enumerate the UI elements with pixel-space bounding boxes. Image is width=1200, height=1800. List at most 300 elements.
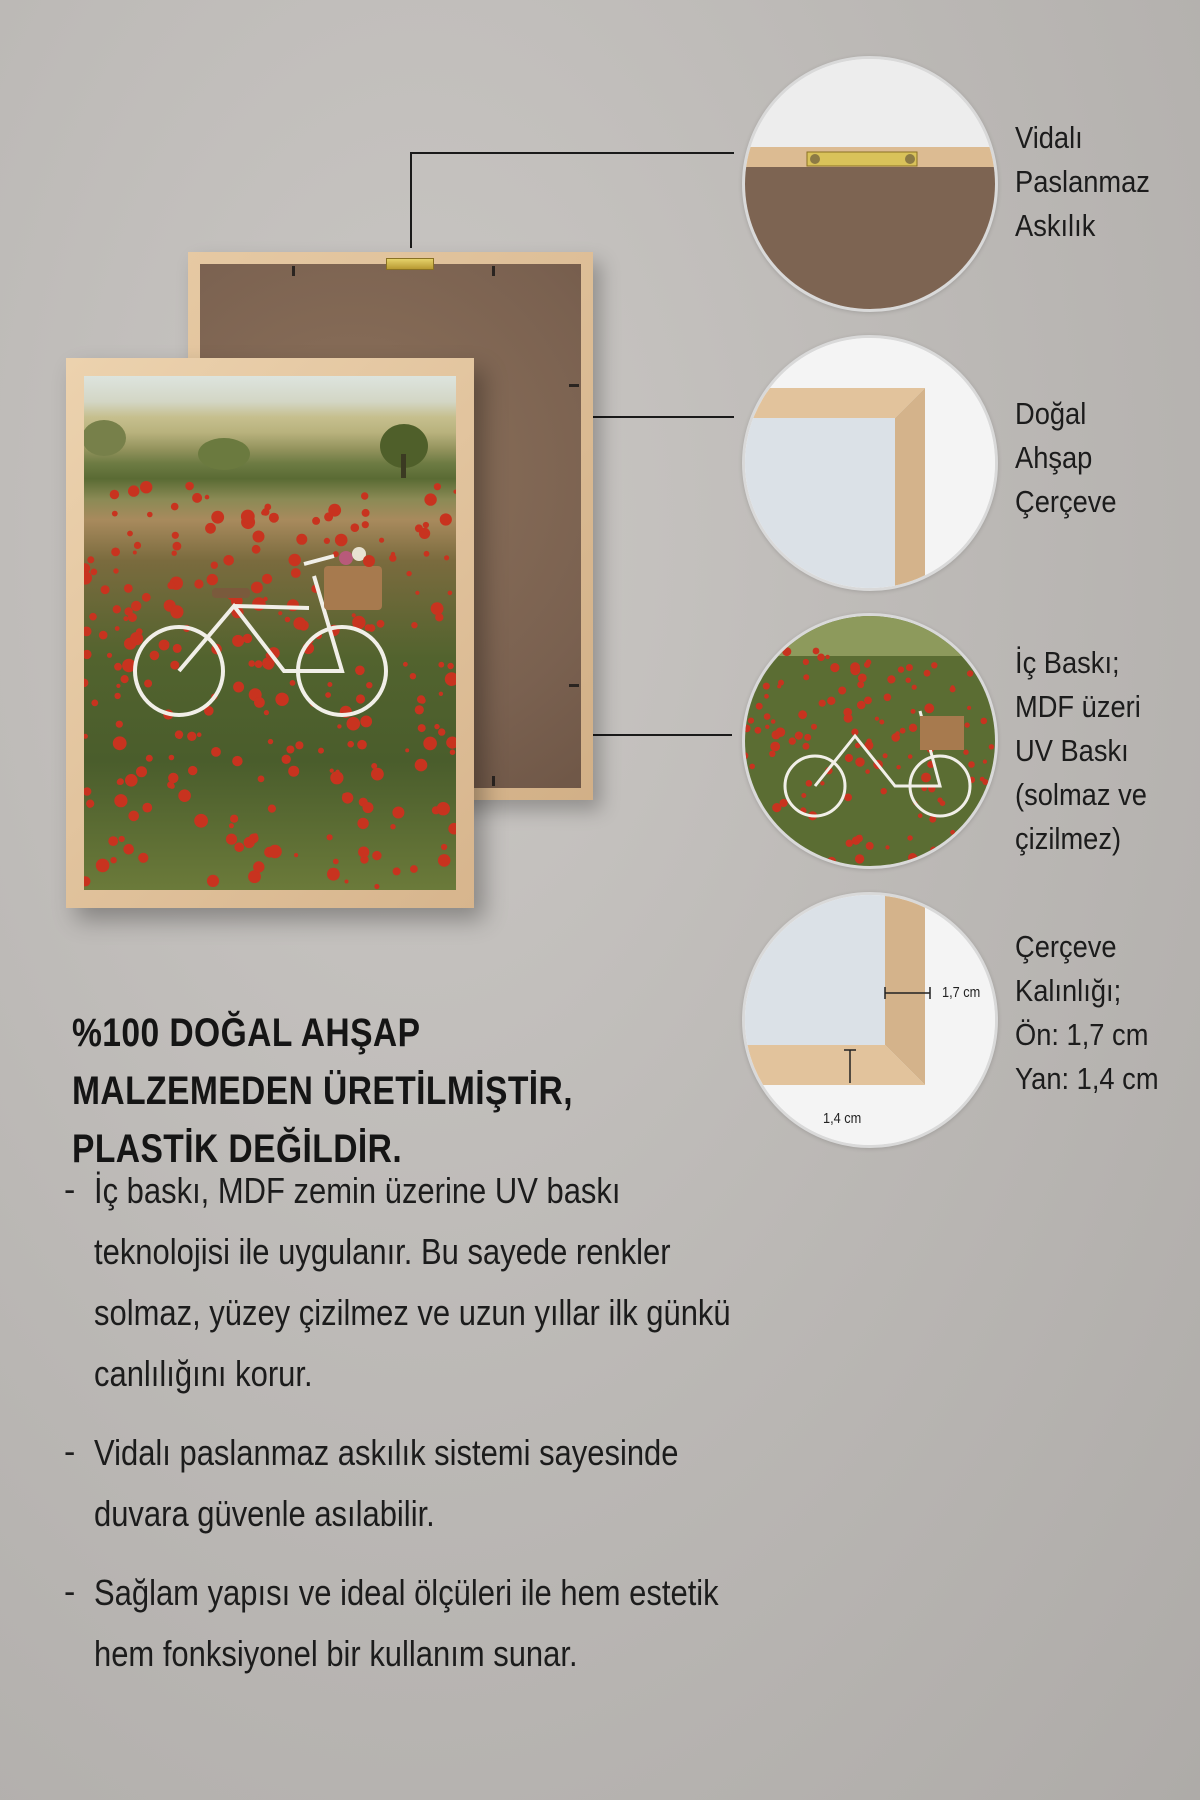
poppy-flower — [983, 760, 987, 764]
poppy-flower — [252, 545, 261, 554]
poppy-flower — [263, 597, 267, 601]
frame-corner-closeup-circle — [742, 335, 998, 591]
poppy-flower — [144, 680, 152, 688]
poppy-flower — [255, 660, 263, 668]
poppy-flower — [440, 513, 452, 525]
poppy-flower — [101, 585, 110, 594]
list-item — [64, 1562, 784, 1684]
poppy-flower — [827, 697, 835, 705]
poppy-flower — [84, 627, 92, 637]
poppy-flower — [424, 493, 436, 505]
poppy-flower — [771, 840, 779, 848]
poppy-flower — [431, 602, 444, 615]
poppy-flower — [84, 734, 88, 739]
poppy-flower — [136, 766, 147, 777]
poppy-flower — [114, 693, 120, 699]
poppy-flower — [234, 842, 244, 852]
poppy-flower — [173, 542, 182, 551]
poppy-flower — [857, 681, 864, 688]
frame-corner-closeup-icon — [745, 338, 995, 588]
poppy-flower — [393, 867, 401, 875]
list-item — [64, 1422, 784, 1544]
poppy-flower — [799, 733, 803, 737]
poppy-flower — [924, 703, 934, 713]
poppy-flower — [855, 757, 864, 766]
poppy-flower — [434, 724, 439, 729]
poppy-flower — [248, 660, 255, 667]
poppy-flower — [909, 724, 917, 732]
poppy-flower — [374, 884, 379, 889]
poppy-flower — [749, 764, 755, 770]
poppy-flower — [293, 617, 306, 630]
poppy-flower — [253, 531, 265, 543]
poppy-flower — [124, 584, 133, 593]
poppy-flower — [96, 859, 110, 873]
poppy-flower — [192, 493, 202, 503]
poppy-flower — [964, 722, 969, 727]
poppy-flower — [801, 793, 806, 798]
poppy-flower — [825, 655, 829, 659]
callout-label-hanger: Vidalı Paslanmaz Askılık — [1015, 120, 1150, 243]
poppy-flower — [423, 737, 437, 751]
poppy-flower — [114, 794, 127, 807]
poppy-flower — [448, 591, 453, 596]
poppy-flower — [438, 662, 444, 668]
poppy-flower — [753, 848, 763, 858]
poppy-flower — [115, 626, 120, 631]
poppy-flower — [325, 692, 331, 698]
poppy-flower — [403, 662, 408, 667]
poppy-flower — [123, 616, 128, 621]
poppy-flower — [981, 718, 988, 725]
poppy-flower — [883, 753, 888, 758]
poppy-flower — [356, 694, 365, 703]
poppy-flower — [170, 661, 179, 670]
poppy-flower — [906, 664, 913, 671]
poppy-flower — [363, 802, 374, 813]
front-frame — [66, 358, 474, 908]
poppy-flower — [921, 773, 931, 783]
poppy-flower — [761, 836, 769, 844]
poppy-flower — [345, 880, 349, 884]
poppy-flower — [362, 521, 369, 528]
poppy-flower — [908, 754, 913, 759]
poppy-flower — [453, 490, 456, 494]
poppy-flower — [855, 854, 864, 863]
frame-pin — [569, 684, 579, 687]
poppy-flower — [755, 727, 762, 734]
poppy-flower — [950, 686, 956, 692]
poppy-flower — [342, 792, 353, 803]
poppy-flower — [763, 663, 768, 668]
poppy-flower — [900, 728, 906, 734]
poppy-flower — [864, 697, 872, 705]
poppy-flower — [907, 835, 912, 840]
poppy-flower — [745, 782, 748, 787]
poppy-flower — [804, 734, 811, 741]
poppy-flower — [434, 483, 441, 490]
poppy-flower — [884, 694, 892, 702]
poppy-flower — [930, 847, 937, 854]
poppy-flower — [87, 556, 94, 563]
feature-list — [64, 1160, 784, 1702]
poppy-flower — [371, 768, 384, 781]
sawtooth-hanger-icon — [386, 258, 434, 270]
poppy-flower — [357, 818, 368, 829]
poppy-flower — [782, 647, 791, 656]
poppy-flower — [268, 739, 273, 744]
poppy-flower — [84, 787, 91, 796]
poppy-flower — [444, 555, 449, 560]
poppy-flower — [121, 675, 129, 683]
poppy-flower — [410, 673, 416, 679]
poppy-flower — [441, 844, 447, 850]
poppy-flower — [813, 648, 820, 655]
poppy-flower — [327, 682, 332, 687]
poppy-flower — [187, 732, 196, 741]
poppy-flower — [778, 680, 784, 686]
poppy-flower — [111, 548, 120, 557]
poppy-flower — [318, 748, 324, 754]
poppy-flower — [803, 743, 810, 750]
poppy-flower — [438, 854, 451, 867]
poppy-flower — [895, 731, 900, 736]
poppy-flower — [114, 663, 122, 671]
poppy-flower — [419, 528, 430, 539]
poppy-flower — [406, 571, 411, 576]
poppy-flower — [172, 532, 179, 539]
poppy-flower — [898, 666, 904, 672]
poppy-flower — [771, 719, 776, 724]
poppy-flower — [912, 685, 917, 690]
poppy-field-print — [84, 376, 456, 890]
list-item-text: Vidalı paslanmaz askılık sistemi sayesinde duvara güvenle asılabilir. — [94, 1432, 679, 1534]
poppy-flower — [125, 774, 138, 787]
poppy-flower — [99, 631, 108, 640]
poppy-flower — [989, 744, 994, 749]
poppy-flower — [347, 741, 354, 748]
poppy-flower — [447, 663, 453, 669]
poppy-flower — [127, 531, 133, 537]
poppy-flower — [347, 717, 361, 731]
poppy-flower — [131, 601, 141, 611]
poppy-flower — [377, 620, 385, 628]
poppy-flower — [107, 653, 112, 658]
bullet-marker: - — [64, 1171, 76, 1209]
poppy-flower — [803, 674, 809, 680]
poppy-flower — [803, 659, 809, 665]
poppy-flower — [372, 851, 381, 860]
poppy-flower — [140, 481, 152, 493]
front-thickness-label: 1,7 cm — [942, 984, 981, 1001]
poppy-flower — [908, 853, 917, 862]
poppy-flower — [142, 803, 152, 813]
poppy-flower — [437, 802, 450, 815]
list-item-text: İç baskı, MDF zemin üzerine UV baskı teknolojisi ile uygulanır. Bu sayede renkler solmaz, yüzey çizilmez ve uzun yıllar ilk günkü canlılığını korur. — [94, 1170, 731, 1394]
poppy-flower — [438, 728, 445, 735]
poppy-flower — [333, 859, 339, 865]
poppy-flower — [357, 740, 367, 750]
poppy-flower — [128, 485, 139, 496]
poppy-flower — [229, 823, 234, 828]
poppy-flower — [113, 605, 121, 613]
poppy-flower — [389, 554, 396, 561]
side-thickness-label: 1,4 cm — [823, 1110, 862, 1127]
poppy-flower — [978, 820, 984, 826]
headline: %100 DOĞAL AHŞAP MALZEMEDEN ÜRETİLMİŞTİR, PLASTİK DEĞİLDİR. — [72, 1011, 573, 1171]
poppy-flower — [351, 523, 360, 532]
poppy-flower — [875, 717, 879, 721]
poppy-flower — [864, 662, 870, 668]
poppy-flower — [989, 829, 995, 838]
poppy-flower — [194, 579, 203, 588]
poppy-flower — [448, 823, 456, 835]
frame-pin — [569, 384, 579, 387]
poppy-flower — [850, 662, 860, 672]
poppy-flower — [124, 607, 132, 615]
poppy-flower — [887, 675, 895, 683]
poppy-flower — [879, 720, 884, 725]
poppy-flower — [838, 687, 846, 695]
poppy-flower — [811, 724, 817, 730]
poppy-flower — [117, 778, 124, 785]
frame-pin — [492, 266, 495, 276]
poppy-flower — [330, 769, 334, 773]
poppy-flower — [226, 834, 237, 845]
poppy-flower — [327, 834, 333, 840]
poppy-flower — [185, 482, 194, 491]
poppy-flower — [291, 568, 301, 578]
poppy-flower — [194, 814, 208, 828]
poppy-flower — [138, 853, 148, 863]
poppy-flower — [410, 865, 418, 873]
poppy-flower — [858, 674, 867, 683]
frame-pin — [492, 776, 495, 786]
poppy-flower — [269, 513, 279, 523]
poppy-flower — [337, 724, 341, 728]
poppy-flower — [324, 538, 330, 544]
poppy-flower — [244, 837, 255, 848]
poppy-flower — [290, 680, 296, 686]
callout-label-print: İç Baskı; MDF üzeri UV Baskı (solmaz ve çizilmez) — [1015, 645, 1147, 856]
connector-line-hanger-vertical — [410, 152, 412, 248]
poppy-flower — [745, 810, 751, 817]
poppy-flower — [112, 511, 118, 517]
poppy-flower — [133, 551, 137, 555]
poppy-flower — [931, 662, 937, 668]
poppy-flower — [358, 847, 369, 858]
list-item-text: Sağlam yapısı ve ideal ölçüleri ile hem estetik hem fonksiyonel bir kullanım sunar. — [94, 1572, 719, 1674]
poppy-flower — [282, 755, 291, 764]
poppy-flower — [296, 534, 307, 545]
callout-label-frame: Doğal Ahşap Çerçeve — [1015, 396, 1117, 519]
poppy-flower — [967, 670, 973, 676]
poppy-flower — [223, 555, 234, 566]
poppy-flower — [108, 836, 118, 846]
poppy-flower — [90, 569, 97, 576]
poppy-flower — [178, 789, 191, 802]
connector-line-hanger — [410, 152, 734, 154]
print-closeup-circle — [742, 613, 998, 869]
poppy-flower — [285, 617, 291, 623]
poppy-flower — [781, 845, 789, 853]
poppy-flower — [258, 776, 265, 783]
poppy-flower — [769, 751, 775, 757]
poppy-flower — [294, 853, 298, 857]
poppy-flower — [211, 562, 218, 569]
poppy-flower — [392, 807, 404, 819]
poppy-flower — [205, 495, 210, 500]
poppy-flower — [911, 709, 916, 714]
poppy-flower — [846, 840, 853, 847]
frame-pin — [292, 266, 295, 276]
poppy-flower — [241, 510, 255, 524]
poppy-flower — [207, 574, 218, 585]
poppy-flower — [450, 749, 456, 755]
poppy-flower — [146, 755, 153, 762]
poppy-flower — [169, 755, 175, 761]
poppy-flower — [312, 517, 320, 525]
poppy-flower — [967, 706, 971, 710]
poppy-flower — [84, 876, 91, 886]
poppy-flower — [335, 534, 348, 547]
poppy-flower — [173, 644, 182, 653]
poppy-flower — [261, 510, 266, 515]
poppy-flower — [110, 857, 116, 863]
poppy-flower — [950, 830, 955, 835]
poppy-flower — [91, 700, 98, 707]
poppy-flower — [328, 504, 341, 517]
poppy-flower — [379, 538, 384, 543]
bullet-marker: - — [64, 1433, 76, 1471]
poppy-flower — [113, 568, 118, 573]
poppy-flower — [262, 574, 272, 584]
poppy-flower — [116, 684, 120, 688]
poppy-flower — [844, 714, 853, 723]
poppy-flower — [415, 759, 428, 772]
poppy-flower — [251, 582, 263, 594]
poppy-flower — [764, 713, 771, 720]
poppy-flower — [789, 737, 796, 744]
poppy-flower — [123, 844, 134, 855]
poppy-flower — [762, 847, 767, 852]
poppy-flower — [938, 844, 945, 851]
poppy-flower — [168, 773, 178, 783]
poppy-flower — [763, 683, 770, 690]
poppy-flower — [150, 651, 160, 661]
poppy-flower — [362, 509, 370, 517]
poppy-flower — [365, 624, 372, 631]
poppy-flower — [330, 771, 343, 784]
poppy-flower — [772, 803, 781, 812]
poppy-flower — [762, 652, 769, 659]
poppy-flower — [360, 716, 372, 728]
list-item — [64, 1160, 784, 1404]
poppy-flower — [232, 756, 242, 766]
poppy-flower — [990, 790, 995, 795]
poppy-flower — [776, 727, 786, 737]
poppy-flower — [243, 634, 252, 643]
poppy-flower — [746, 817, 753, 824]
poppy-flower — [253, 861, 264, 872]
poppy-flower — [278, 611, 282, 615]
poppy-flower — [896, 765, 900, 769]
thickness-closeup-circle — [742, 892, 998, 1148]
poppy-flower — [84, 679, 88, 688]
poppy-flower — [355, 666, 365, 676]
poppy-flower — [858, 835, 863, 840]
poppy-flower — [845, 754, 853, 762]
poppy-flower — [885, 845, 889, 849]
poppy-flower — [188, 766, 197, 775]
print-closeup-icon — [745, 616, 995, 866]
poppy-flower — [211, 511, 224, 524]
poppy-flower — [806, 780, 813, 787]
poppy-flower — [963, 750, 968, 755]
poppy-flower — [764, 694, 769, 699]
poppy-flower — [418, 724, 426, 732]
poppy-flower — [439, 692, 443, 696]
poppy-flower — [254, 697, 265, 708]
poppy-flower — [748, 718, 754, 724]
poppy-flower — [424, 551, 430, 557]
poppy-flower — [844, 794, 852, 802]
poppy-flower — [286, 746, 294, 754]
poppy-flower — [264, 710, 269, 715]
hanger-closeup-circle — [742, 56, 998, 312]
poppy-flower — [366, 682, 372, 688]
poppy-flower — [830, 663, 839, 672]
poppy-flower — [275, 693, 288, 706]
poppy-flower — [167, 582, 175, 590]
poppy-flower — [147, 512, 153, 518]
poppy-flower — [924, 670, 931, 677]
poppy-flower — [865, 769, 870, 774]
poppy-flower — [165, 641, 169, 645]
poppy-flower — [798, 710, 807, 719]
poppy-flower — [770, 742, 780, 752]
poppy-flower — [405, 748, 409, 752]
poppy-flower — [327, 868, 340, 881]
bullet-marker: - — [64, 1573, 76, 1611]
poppy-flower — [415, 591, 419, 595]
poppy-flower — [415, 705, 424, 714]
poppy-flower — [230, 815, 238, 823]
poppy-flower — [136, 628, 143, 635]
hanger-closeup-icon — [745, 59, 995, 309]
poppy-flower — [819, 700, 826, 707]
poppy-flower — [128, 811, 139, 822]
poppy-flower — [288, 766, 299, 777]
poppy-flower — [820, 781, 824, 785]
poppy-flower — [289, 554, 301, 566]
poppy-flower — [88, 804, 92, 808]
poppy-flower — [119, 836, 125, 842]
poppy-flower — [171, 503, 179, 511]
poppy-flower — [116, 721, 123, 728]
poppy-flower — [232, 635, 244, 647]
poppy-flower — [134, 542, 141, 549]
poppy-flower — [827, 857, 836, 866]
poppy-flower — [110, 490, 119, 499]
poppy-flower — [446, 737, 456, 749]
poppy-flower — [817, 654, 825, 662]
poppy-flower — [857, 701, 866, 710]
poppy-flower — [211, 747, 221, 757]
poppy-flower — [906, 678, 911, 683]
poppy-flower — [937, 797, 942, 802]
poppy-flower — [968, 761, 975, 768]
